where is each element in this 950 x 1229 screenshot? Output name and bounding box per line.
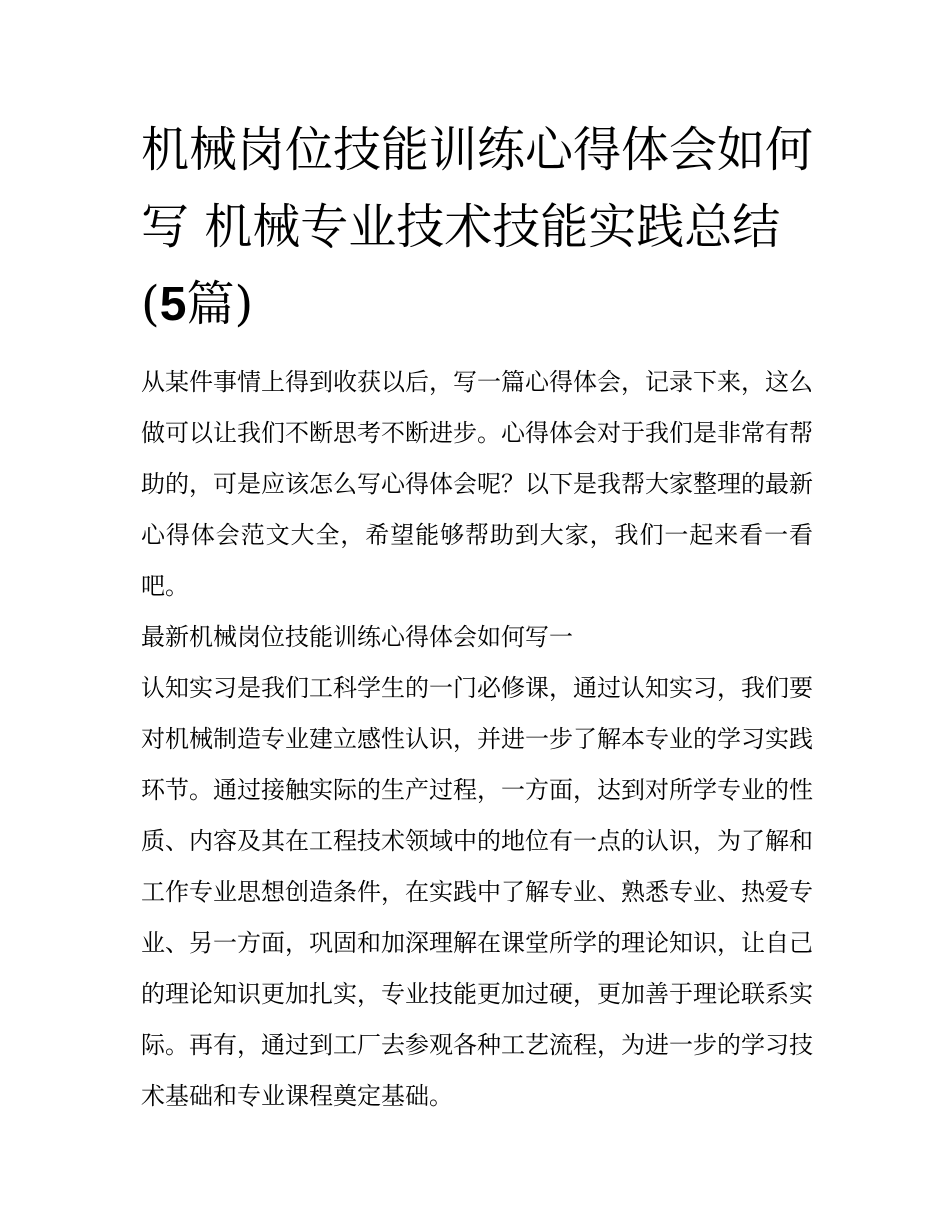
section-heading: 最新机械岗位技能训练心得体会如何写一 (141, 623, 573, 651)
document-title-text: 机械岗位技能训练心得体会如何写 机械专业技术技能实践总结( (141, 122, 814, 332)
document-title-count: 5 (159, 278, 187, 331)
body-paragraph: 认知实习是我们工科学生的一门必修课，通过认知实习，我们要对机械制造专业建立感性认识，并进一步了解本专业的学习实践环节。通过接触实际的生产过程，一方面，达到对所学专业的性质、内容及其在工程技术领域中的地位有一点的认识，为了解和工作专业思想创造条件，在实践中了解专业、熟悉专业、热爱专业、另一方面，巩固和加深理解在课堂所学的理论知识，让自己的理论知识更加扎实，专业技能更加过硬，更加善于理论联系实际。再有，通过到工厂去参观各种工艺流程，为进一步的学习技术基础和专业课程奠定基础。 (141, 674, 813, 1110)
document-title (141, 112, 813, 343)
document-content (141, 112, 813, 1122)
document-title-suffix: 篇) (186, 276, 254, 332)
intro-paragraph: 从某件事情上得到收获以后，写一篇心得体会，记录下来，这么做可以让我们不断思考不断进步。心得体会对于我们是非常有帮助的，可是应该怎么写心得体会呢？以下是我帮大家整理的最新心得体会范文大全，希望能够帮助到大家，我们一起来看一看吧。 (141, 368, 813, 600)
